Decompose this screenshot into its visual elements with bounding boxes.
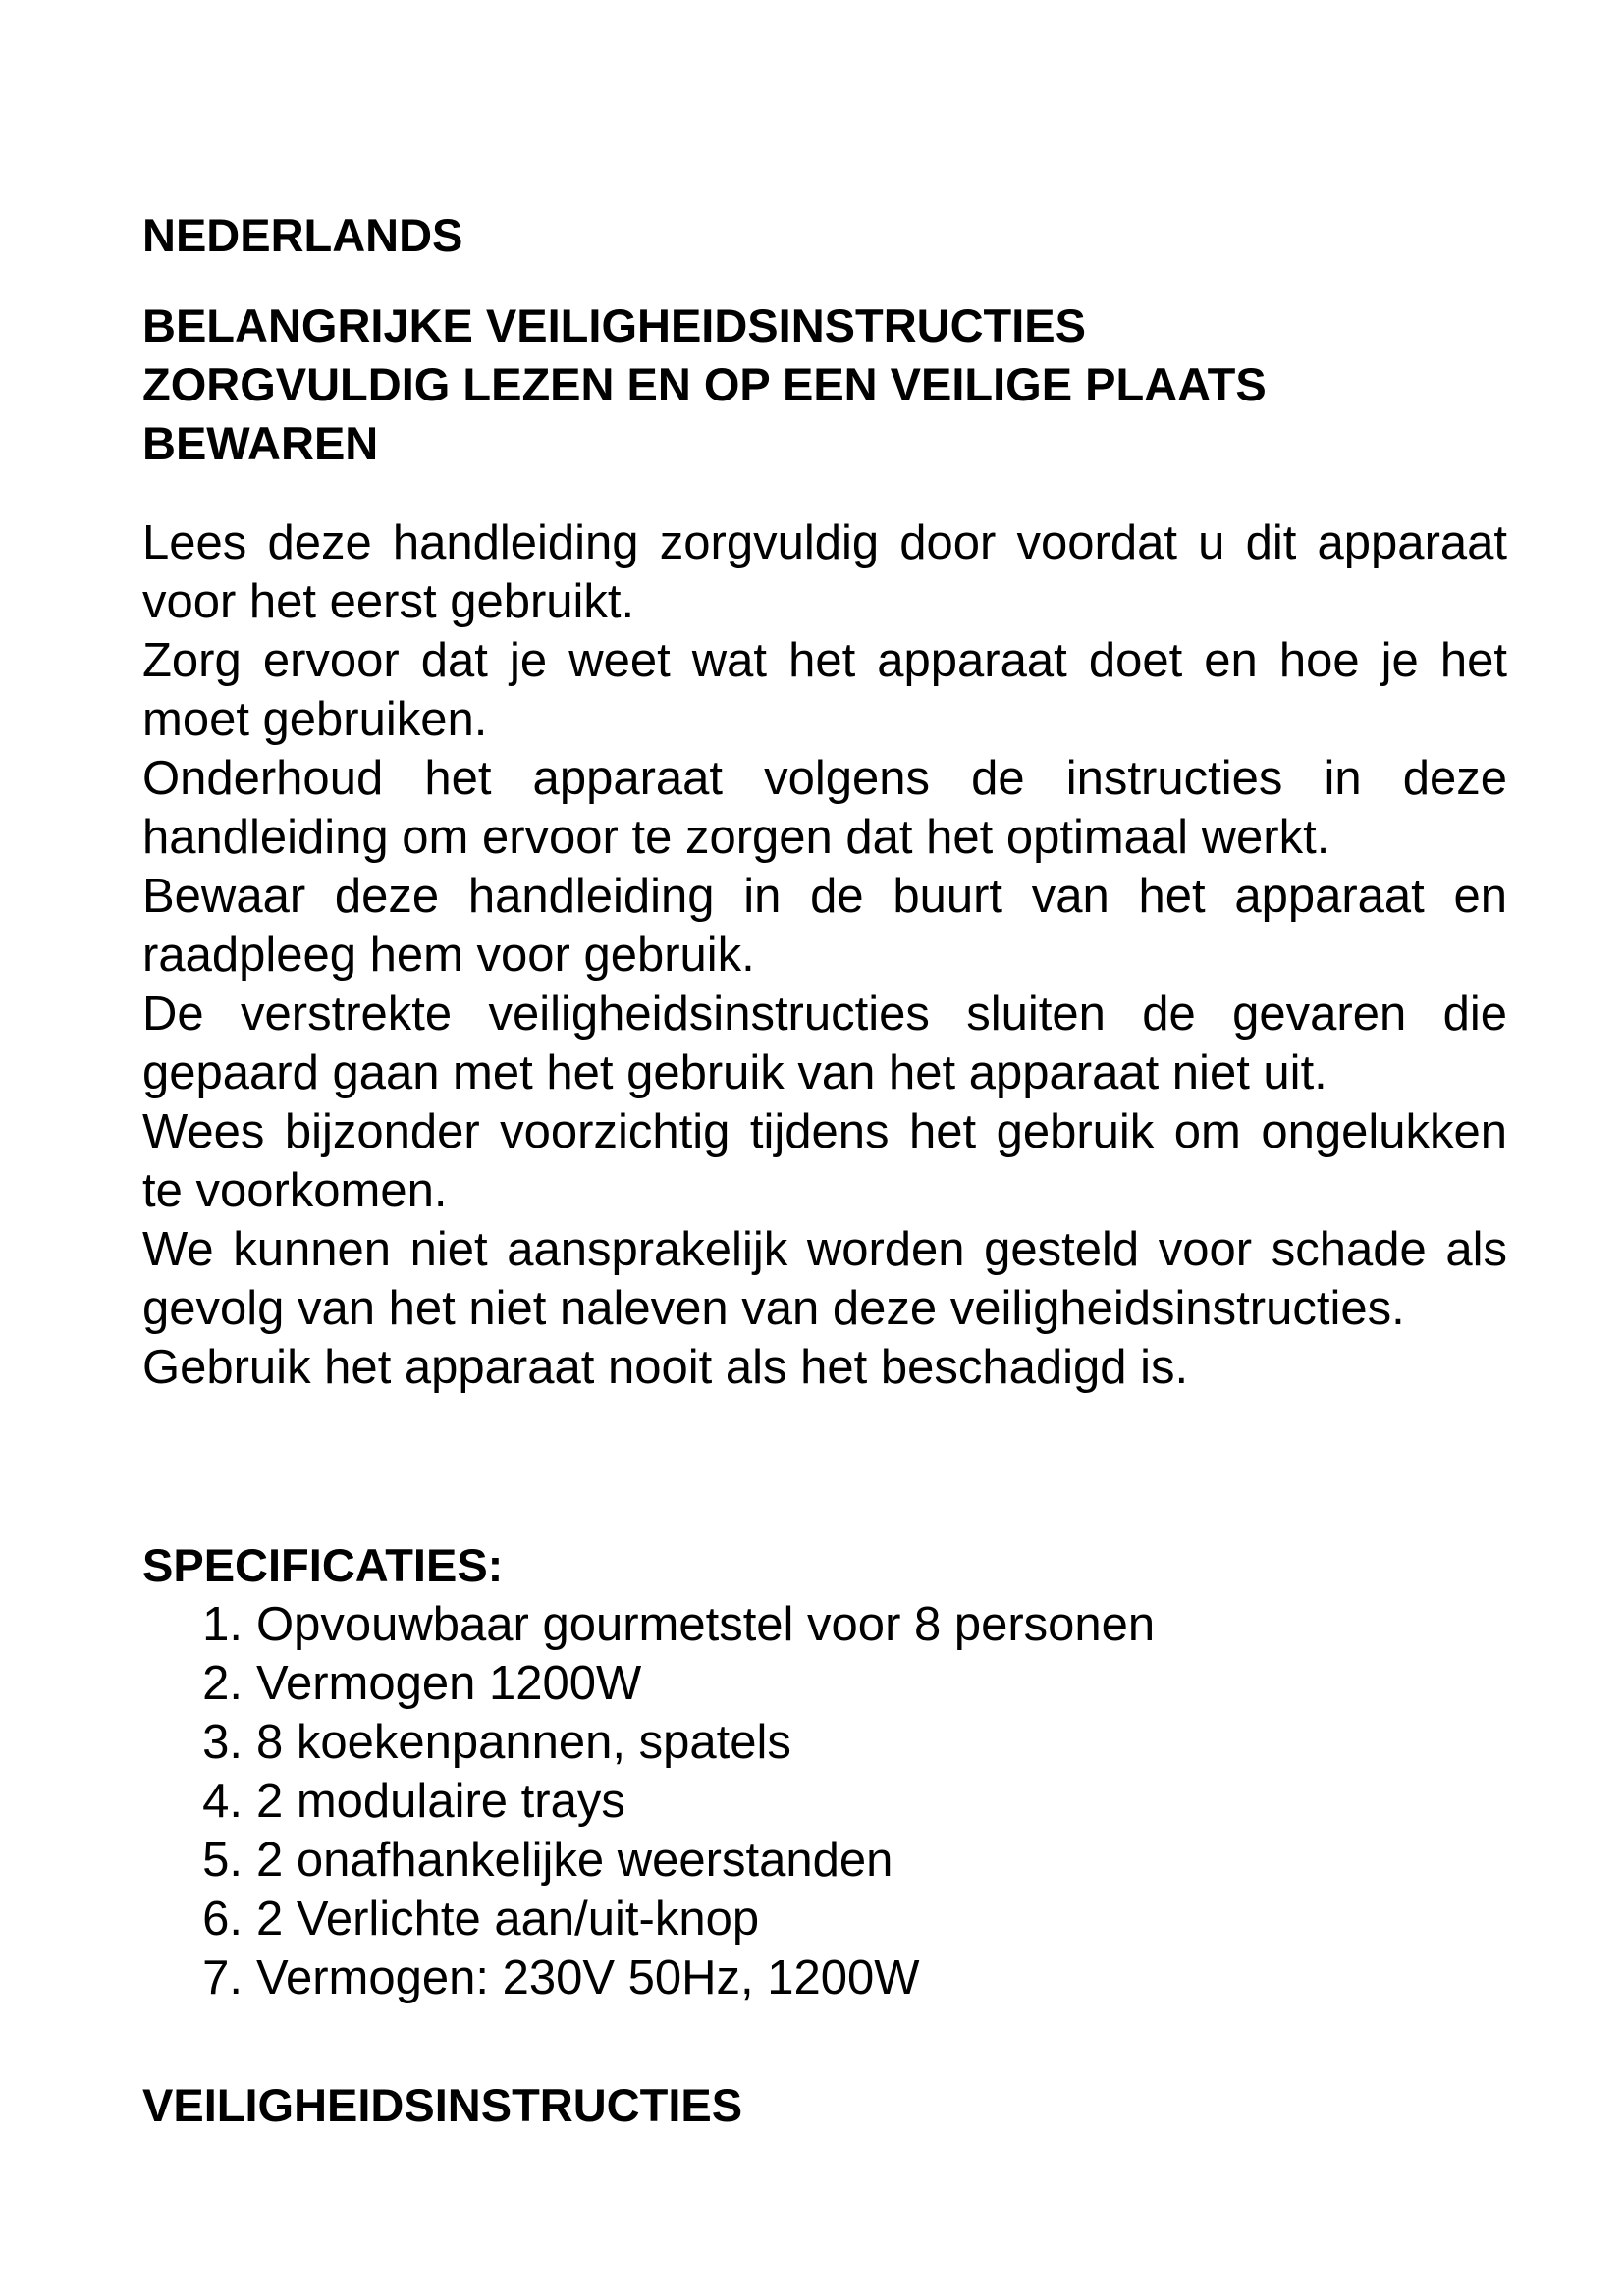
item-text: 2 modulaire trays: [256, 1775, 625, 1828]
item-number: 3 .: [142, 1713, 246, 1772]
item-number: 6 .: [142, 1890, 246, 1949]
safety-heading: VEILIGHEIDSINSTRUCTIES: [142, 2079, 743, 2131]
item-number: 5 .: [142, 1831, 246, 1890]
list-item: [142, 1654, 1155, 1713]
list-item: [142, 1713, 1155, 1772]
intro-paragraph: Wees bijzonder voorzichtig tijdens het gebruik om ongelukken te voorkomen.: [142, 1105, 1507, 1217]
heading-line: BEWAREN: [142, 417, 379, 469]
heading-line: ZORGVULDIG LEZEN EN OP EEN VEILIGE PLAATS: [142, 358, 1267, 410]
list-item: [142, 1890, 1155, 1949]
list-item: [142, 1831, 1155, 1890]
document-page: [142, 0, 1507, 2296]
safety-instructions-heading: [142, 296, 1419, 473]
item-text: 2 onafhankelijke weerstanden: [256, 1834, 893, 1887]
item-text: Vermogen: 230V 50Hz, 1200W: [256, 1951, 920, 2004]
item-number: 4 .: [142, 1772, 246, 1831]
list-item: [142, 1595, 1155, 1654]
item-text: Vermogen 1200W: [256, 1657, 642, 1710]
list-item: [142, 1772, 1155, 1831]
language-title: NEDERLANDS: [142, 209, 463, 261]
intro-text: [142, 513, 1507, 1397]
intro-paragraph: Onderhoud het apparaat volgens de instructies in deze handleiding om ervoor te zorgen dat het optimaal werkt.: [142, 752, 1507, 864]
intro-paragraph: We kunnen niet aansprakelijk worden gesteld voor schade als gevolg van het niet naleven van deze veiligheidsinstructies.: [142, 1223, 1507, 1335]
item-number: 7 .: [142, 1949, 246, 2007]
item-text: 8 koekenpannen, spatels: [256, 1716, 791, 1769]
specifications-list: [142, 1595, 1155, 2007]
item-number: 2 .: [142, 1654, 246, 1713]
specifications-heading: SPECIFICATIES:: [142, 1539, 504, 1591]
intro-paragraph: De verstrekte veiligheidsinstructies sluiten de gevaren die gepaard gaan met het gebruik van het apparaat niet uit.: [142, 988, 1507, 1099]
list-item: [142, 1949, 1155, 2007]
intro-paragraph: Zorg ervoor dat je weet wat het apparaat doet en hoe je het moet gebruiken.: [142, 634, 1507, 746]
intro-paragraph: Bewaar deze handleiding in de buurt van het apparaat en raadpleeg hem voor gebruik.: [142, 870, 1507, 982]
item-number: 1 .: [142, 1595, 246, 1654]
intro-paragraph: Gebruik het apparaat nooit als het beschadigd is.: [142, 1341, 1189, 1394]
item-text: Opvouwbaar gourmetstel voor 8 personen: [256, 1598, 1156, 1651]
item-text: 2 Verlichte aan/uit-knop: [256, 1893, 760, 1946]
heading-line: BELANGRIJKE VEILIGHEIDSINSTRUCTIES: [142, 299, 1086, 351]
intro-paragraph: Lees deze handleiding zorgvuldig door voordat u dit apparaat voor het eerst gebruikt.: [142, 516, 1507, 628]
